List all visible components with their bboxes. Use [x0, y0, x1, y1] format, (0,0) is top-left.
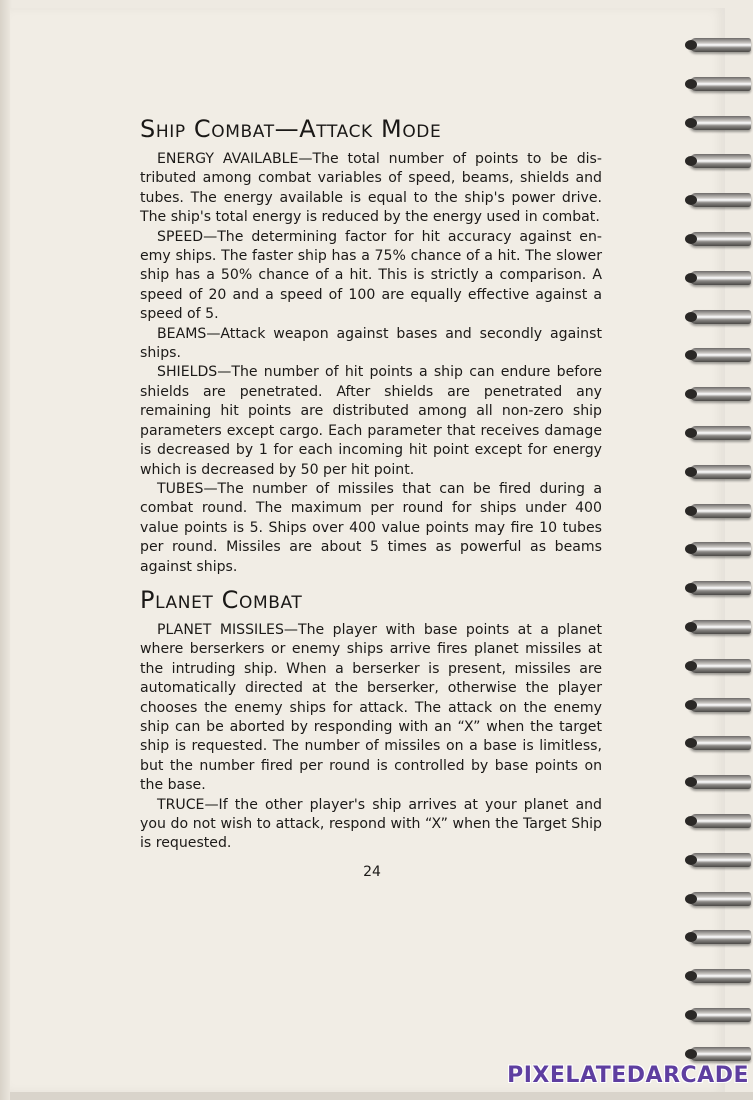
page-bottom-edge [10, 1092, 753, 1100]
binding-ring [689, 426, 751, 440]
binding-ring [689, 775, 751, 789]
paragraph-planet-missiles: PLANET MISSILES—The player with base points at a planet where berserkers or enemy ships arrive fires planet missiles at the intruding ship. When a berserker is present, missiles are automatically directed at the berserker, otherwise the player chooses the enemy ships for attack. The attack on the enemy ship can be aborted by responding with an “X” when the target ship is requested. The number of missiles on a base is limitless, but the number fired per round is controlled by base points on the base. [140, 621, 602, 794]
binding-ring [689, 38, 751, 52]
binding-ring [689, 969, 751, 983]
binding-ring [689, 154, 751, 168]
spiral-binding [683, 0, 753, 1100]
binding-ring [689, 232, 751, 246]
binding-ring [689, 193, 751, 207]
binding-ring [689, 814, 751, 828]
watermark-text: PIXELATEDARCADE [507, 1063, 749, 1088]
page-content [140, 112, 602, 854]
binding-ring [689, 620, 751, 634]
paragraph-beams: BEAMS—Attack weapon against bases and secondly against ships. [140, 325, 602, 362]
binding-ring [689, 387, 751, 401]
section-heading-planet-combat: Planet Combat [140, 585, 303, 614]
binding-ring [689, 930, 751, 944]
page-number: 24 [363, 864, 381, 880]
binding-ring [689, 698, 751, 712]
binding-ring [689, 581, 751, 595]
paragraph-energy-available: ENERGY AVAILABLE—The total number of points to be distributed among combat variables of speed, beams, shields and tubes. The energy available is equal to the ship's power drive. The ship's total energy is reduced by the energy used in combat. [140, 151, 602, 226]
binding-ring [689, 465, 751, 479]
binding-ring [689, 892, 751, 906]
binding-ring [689, 853, 751, 867]
binding-ring [689, 348, 751, 362]
binding-ring [689, 77, 751, 91]
paragraph-speed: SPEED—The determining factor for hit accuracy against enemy ships. The faster ship has a 75% chance of a hit. The slower ship has a 50% chance of a hit. This is strictly a comparison. A speed of 20 and a speed of 100 are equally effective against a speed of 5. [140, 228, 602, 323]
paragraph-tubes: TUBES—The number of missiles that can be fired during a combat round. The maximum per round for ships under 400 value points is 5. Ships over 400 value points may fire 10 tubes per round. Missiles are about 5 times as powerful as beams against ships. [140, 480, 602, 575]
binding-ring [689, 1047, 751, 1061]
watermark-logo[interactable] [507, 1063, 749, 1088]
binding-ring [689, 271, 751, 285]
section-heading-ship-combat: Ship Combat—Attack Mode [140, 115, 442, 143]
binding-ring [689, 504, 751, 518]
binding-ring [689, 1008, 751, 1022]
binding-ring [689, 116, 751, 130]
paragraph-truce: TRUCE—If the other player's ship arrives at your planet and you do not wish to attack, respond with “X” when the Target Ship is requested. [140, 796, 602, 852]
paragraph-shields: SHIELDS—The number of hit points a ship can endure before shields are penetrated. After shields are penetrated any remaining hit points are distributed among all non-zero ship parameters except cargo. Each parameter that receives damage is decreased by 1 for each incoming hit point except for energy which is decreased by 50 per hit point. [140, 364, 602, 478]
binding-ring [689, 310, 751, 324]
binding-ring [689, 659, 751, 673]
binding-ring [689, 736, 751, 750]
binding-ring [689, 542, 751, 556]
